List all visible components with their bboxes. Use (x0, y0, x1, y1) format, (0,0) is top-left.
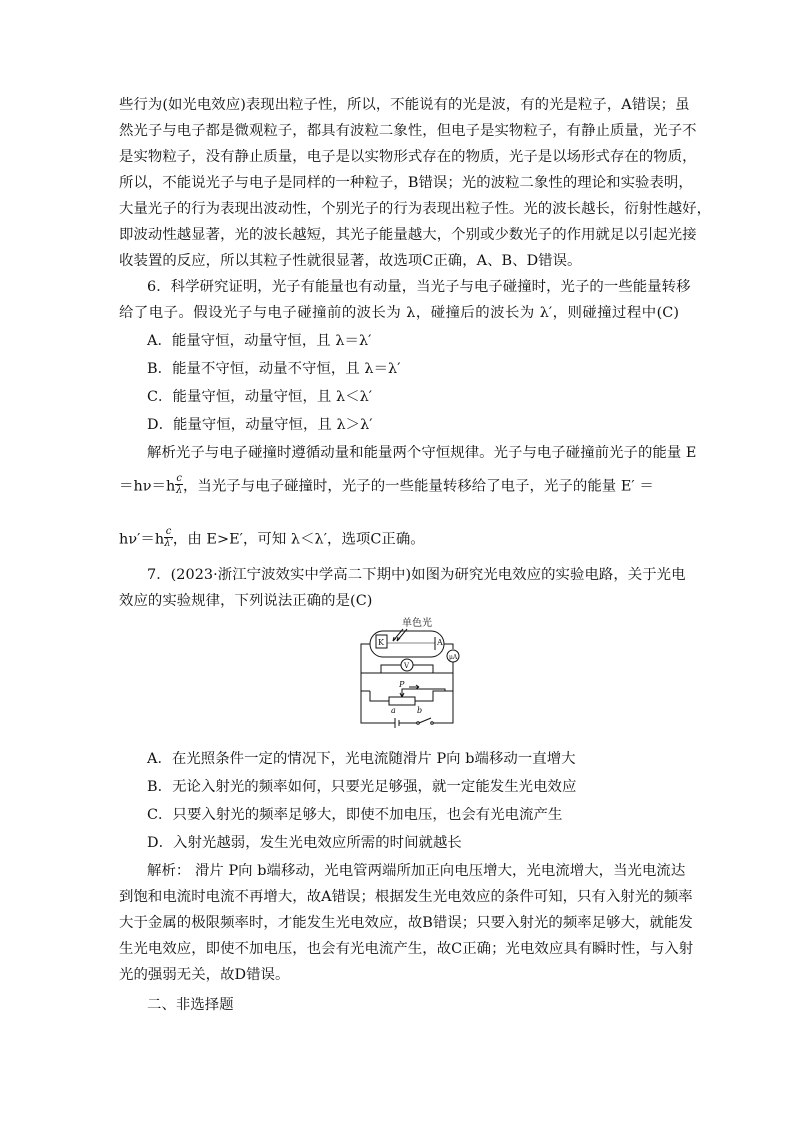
text-line: 些行为(如光电效应)表现出粒子性，所以，不能说有的光是波，有的光是粒子，A错误；虽 (119, 97, 690, 113)
question-7-stem: 7．(2023·浙江宁波效实中学高二下期中)如图为研究光电效应的实验电路，关于光电 (147, 567, 686, 583)
option-d: D．入射光越弱，发生光电效应所需的时间就越长 (147, 835, 462, 851)
option-b: B．无论入射光的频率如何，只要光足够强，就一定能发生光电效应 (147, 779, 577, 795)
analysis-line: 解析： 滑片 P向 b端移动，光电管两端所加正向电压增大，光电流增大，当光电流达 (147, 863, 686, 879)
fraction-numerator: c (165, 526, 172, 537)
analysis-line: 生光电效应，即使不加电压，也会有光电流产生，故C正确；光电效应具有瞬时性，与入射 (119, 941, 694, 957)
fraction-c-over-lambda (175, 473, 183, 496)
analysis-line: 到饱和电流时电流不再增大，故A错误；根据发生光电效应的条件可知，只有入射光的频率 (119, 889, 693, 905)
formula-text: hν′＝h (119, 531, 165, 548)
fraction-numerator: c (176, 473, 182, 484)
option-d: D．能量守恒，动量守恒，且 λ＞λ′ (147, 417, 373, 433)
option-a: A．在光照条件一定的情况下，光电流随滑片 P向 b端移动一直增大 (147, 751, 576, 767)
text-line: 是实物粒子，没有静止质量，电子是以实物形式存在的物质，光子是以场形式存在的物质， (119, 149, 697, 165)
analysis-formula-line (119, 475, 654, 498)
option-c: C．只要入射光的频率足够大，即使不加电压，也会有光电流产生 (147, 807, 563, 823)
end-b-label: b (417, 706, 423, 715)
analysis-formula-line (119, 528, 425, 551)
slider-label: P (399, 680, 405, 689)
formula-text: ，由 E>E′，可知 λ＜λ′，选项C正确。 (172, 531, 425, 548)
formula-text: ，当光子与电子碰撞时，光子的一些能量转移给了电子，光子的能量 E′ ＝ (182, 478, 654, 495)
voltmeter-label: V (404, 662, 410, 670)
fraction-c-over-lambda-prime (164, 526, 173, 549)
option-c: C．能量守恒，动量守恒，且 λ＜λ′ (147, 389, 373, 405)
question-7-stem: 效应的实验规律，下列说法正确的是(C) (119, 593, 373, 609)
question-6-stem: 6．科学研究证明，光子有能量也有动量，当光子与电子碰撞时，光子的一些能量转移 (147, 279, 691, 295)
microammeter-label: μA (449, 654, 458, 661)
text-line: 大量光子的行为表现出波动性，个别光子的行为表现出粒子性。光的波长越长，衍射性越好， (119, 201, 712, 217)
end-a-label: a (391, 706, 396, 715)
cathode-label: K (378, 638, 384, 647)
fraction-denominator: λ (175, 485, 183, 496)
analysis-line: 大于金属的极限频率时，才能发生光电效应，故B错误；只要入射光的频率足够大，就能发 (119, 915, 693, 931)
light-label: 单色光 (402, 618, 432, 629)
text-line: 即波动性越显著，光的波长越短，其光子能量越大，个别或少数光子的作用就足以引起光接 (119, 227, 697, 243)
question-6-stem: 给了电子。假设光子与电子碰撞前的波长为 λ，碰撞后的波长为 λ′，则碰撞过程中(C) (119, 305, 679, 321)
rheostat (389, 697, 415, 705)
photoelectric-circuit-diagram (351, 617, 461, 739)
anode-label: A (437, 638, 443, 647)
option-b: B．能量不守恒，动量不守恒，且 λ＝λ′ (147, 361, 401, 377)
formula-text: ＝hν＝h (119, 478, 176, 495)
analysis-line: 光的强弱无关，故D错误。 (119, 967, 290, 983)
option-a: A．能量守恒，动量守恒，且 λ＝λ′ (147, 333, 372, 349)
text-line: 收装置的反应，所以其粒子性就很显著，故选项C正确，A、B、D错误。 (119, 253, 582, 269)
text-line: 所以，不能说光子与电子是同样的一种粒子，B错误；光的波粒二象性的理论和实验表明， (119, 175, 693, 191)
analysis-line: 解析光子与电子碰撞时遵循动量和能量两个守恒规律。光子与电子碰撞前光子的能量 E (147, 445, 697, 461)
fraction-denominator: λ′ (164, 538, 173, 549)
text-line: 然光子与电子都是微观粒子，都具有波粒二象性，但电子是实物粒子，有静止质量，光子不 (119, 123, 697, 139)
switch (419, 718, 431, 723)
section-heading: 二、非选择题 (147, 997, 234, 1013)
